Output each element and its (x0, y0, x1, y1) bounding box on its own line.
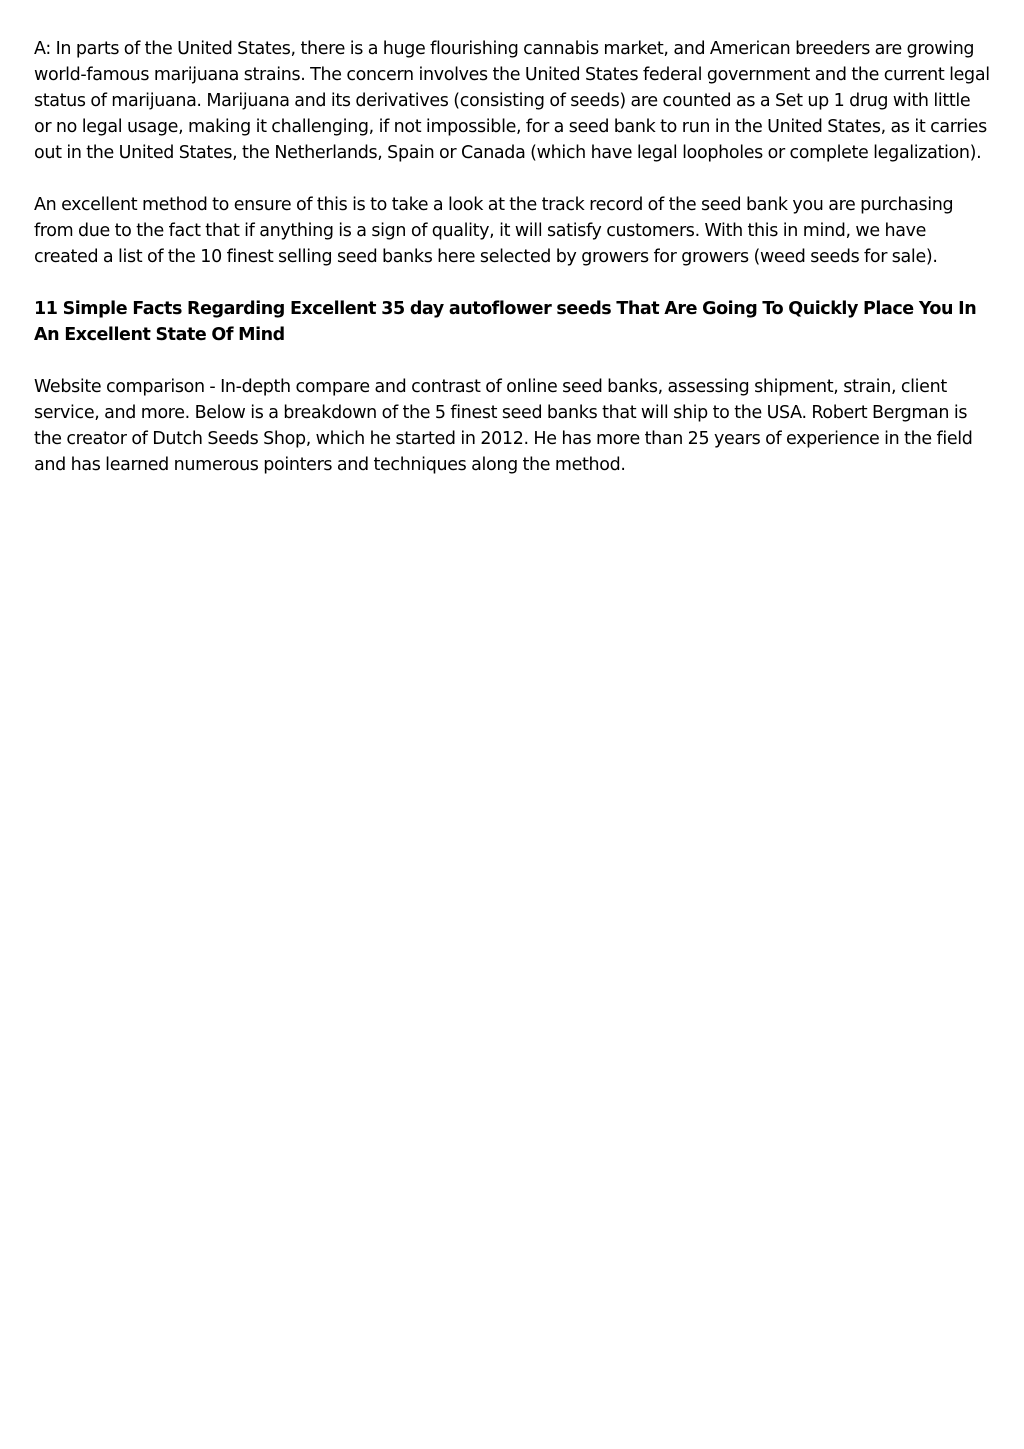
section-heading: 11 Simple Facts Regarding Excellent 35 day autoflower seeds That Are Going To Quickly Place You In An Excellent State Of Mind (34, 299, 977, 345)
paragraph-website-comparison: Website comparison - In-depth compare and contrast of online seed banks, assessing shipment, strain, client service, and more. Below is a breakdown of the 5 finest seed banks that will ship to the USA. Robert Bergman is the creator of Dutch Seeds Shop, which he started in 2012. He has more than 25 years of experience in the field and has learned numerous pointers and techniques along the method. (34, 377, 973, 475)
paragraph-track-record: An excellent method to ensure of this is to take a look at the track record of the seed bank you are purchasing from due to the fact that if anything is a sign of quality, it will satisfy customers. With this in mind, we have created a list of the 10 finest selling seed banks here selected by growers for growers (weed seeds for sale). (34, 195, 954, 267)
paragraph-intro: A: In parts of the United States, there is a huge flourishing cannabis market, and American breeders are growing world-famous marijuana strains. The concern involves the United States federal government and the current legal status of marijuana. Marijuana and its derivatives (consisting of seeds) are counted as a Set up 1 drug with little or no legal usage, making it challenging, if not impossible, for a seed bank to run in the United States, as it carries out in the United States, the Netherlands, Spain or Canada (which have legal loopholes or complete legalization). (34, 39, 990, 163)
document-page (34, 36, 990, 504)
